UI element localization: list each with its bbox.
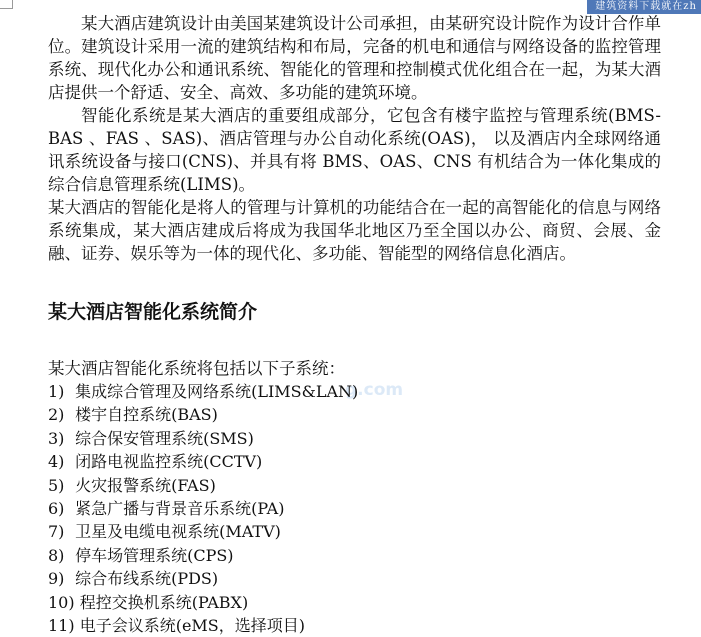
list-item-text: 紧急广播与背景音乐系统(PA) xyxy=(75,499,285,519)
list-item xyxy=(48,544,661,567)
list-item xyxy=(48,474,661,497)
list-item-number: 6) xyxy=(48,499,65,519)
paragraph-intelligent-system: 智能化系统是某大酒店的重要组成部分，它包含有楼宇监控与管理系统(BMS-BAS 、FAS 、SAS)、酒店管理与办公自动化系统(OAS)， 以及酒店内全球网络通讯系统设备与接口(CNS)、并具有将 BMS、OAS、CNS 有机结合为一体化集成的综合信息管理系统(LIMS)。 xyxy=(48,106,661,194)
paragraph-building-design: 某大酒店建筑设计由美国某建筑设计公司承担，由某研究设计院作为设计合作单位。建筑设计采用一流的建筑结构和布局，完备的机电和通信与网络设备的监控管理系统、现代化办公和通讯系统、智能化的管理和控制模式优化组合在一起，为某大酒店提供一个舒适、安全、高效、多功能的建筑环境。 xyxy=(48,14,661,102)
list-item xyxy=(48,380,661,403)
list-item-text: 集成综合管理及网络系统(LIMS&LAN) xyxy=(75,382,359,401)
list-item xyxy=(48,497,661,520)
watermark-banner: 建筑资料下载就在zh xyxy=(587,0,701,14)
list-item-number: 9) xyxy=(48,569,65,589)
paragraph-intelligent-hotel: 某大酒店的智能化是将人的管理与计算机的功能结合在一起的高智能化的信息与网络系统集成，某大酒店建成后将成为我国华北地区乃至全国以办公、商贸、会展、金融、证券、娱乐等为一体的现代化、多功能、智能型的网络信息化酒店。 xyxy=(48,198,661,263)
list-item-number: 5) xyxy=(48,475,65,495)
list-item-number: 4) xyxy=(48,452,65,472)
list-item-text: 程控交换机系统(PABX) xyxy=(79,592,249,612)
list-item-text: 闭路电视监控系统(CCTV) xyxy=(75,452,263,472)
list-item xyxy=(48,403,661,426)
list-item-text: 电子会议系统(eMS，选择项目) xyxy=(79,616,306,636)
list-item xyxy=(48,614,661,637)
list-item-number: 7) xyxy=(48,522,65,542)
list-item-text: 火灾报警系统(FAS) xyxy=(75,475,216,495)
watermark-text: g.com xyxy=(345,380,404,400)
list-item-number: 8) xyxy=(48,545,65,565)
list-item-number: 11) xyxy=(48,616,75,636)
subsystem-intro: 某大酒店智能化系统将包括以下子系统： xyxy=(48,359,345,378)
document-body xyxy=(48,12,661,637)
page-corner-mark xyxy=(0,0,13,9)
list-item-text: 楼宇自控系统(BAS) xyxy=(75,405,218,425)
list-item xyxy=(48,567,661,590)
list-item-text: 卫星及电缆电视系统(MATV) xyxy=(75,522,281,542)
list-item xyxy=(48,591,661,614)
section-heading: 某大酒店智能化系统简介 xyxy=(48,301,258,323)
list-item-text: 停车场管理系统(CPS) xyxy=(75,545,234,565)
list-item xyxy=(48,520,661,543)
list-item-number: 2) xyxy=(48,405,65,425)
subsystem-list xyxy=(48,380,661,637)
list-item-text: 综合布线系统(PDS) xyxy=(75,569,219,589)
list-item-number: 1) xyxy=(48,382,65,401)
list-item xyxy=(48,427,661,450)
list-item-number: 10) xyxy=(48,592,75,612)
list-item-number: 3) xyxy=(48,428,65,448)
list-item xyxy=(48,450,661,473)
list-item-text: 综合保安管理系统(SMS) xyxy=(75,428,254,448)
